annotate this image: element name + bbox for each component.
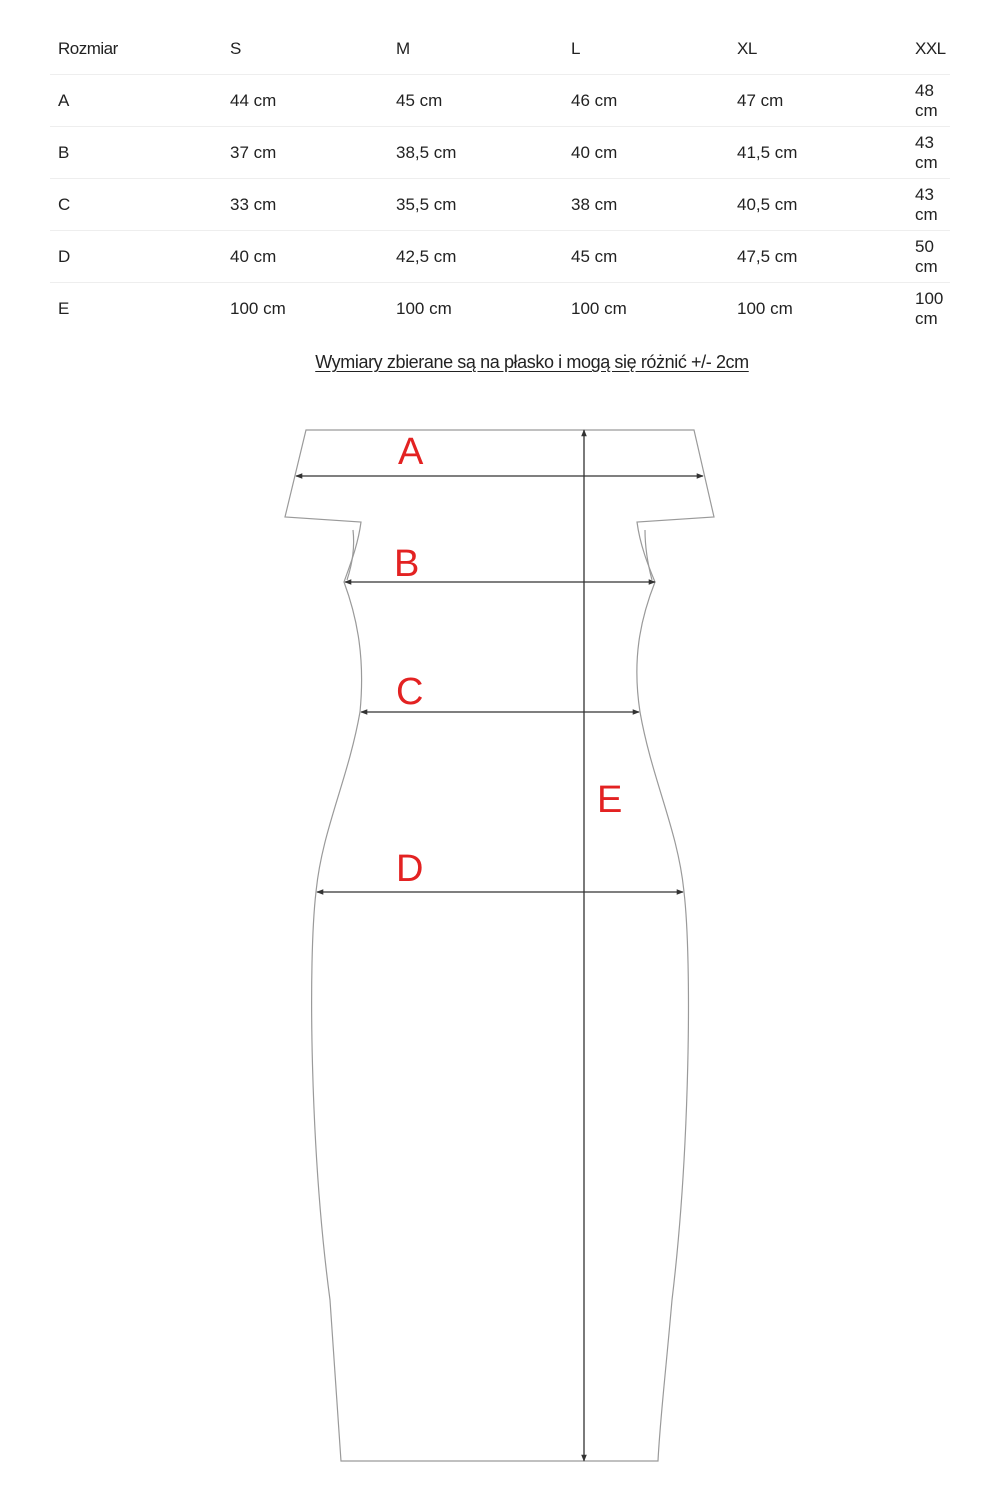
label-c: C: [396, 671, 424, 713]
dress-outline: [285, 430, 714, 1461]
table-cell: 38,5 cm: [388, 127, 563, 179]
table-cell: 45 cm: [388, 75, 563, 127]
table-cell: 42,5 cm: [388, 231, 563, 283]
table-cell: 47,5 cm: [729, 231, 907, 283]
table-header-row: [50, 24, 950, 75]
measurement-note-text: Wymiary zbierane są na płasko i mogą się różnić +/- 2cm: [315, 352, 749, 372]
label-d: D: [396, 848, 424, 890]
label-e: E: [597, 779, 623, 821]
table-row: [50, 231, 950, 283]
header-size-xxl: XXL: [915, 39, 946, 58]
table-cell: 48 cm: [907, 75, 950, 127]
dress-measurement-diagram: [0, 400, 1000, 1480]
table-cell: 43 cm: [907, 179, 950, 231]
table-row: [50, 283, 950, 335]
table-cell: 33 cm: [222, 179, 388, 231]
header-rozmiar: Rozmiar: [58, 39, 118, 58]
table-row: [50, 127, 950, 179]
measurement-note: [0, 352, 1000, 373]
table-cell: 35,5 cm: [388, 179, 563, 231]
table-cell: 100 cm: [388, 283, 563, 335]
size-table: [50, 24, 950, 334]
table-cell: 41,5 cm: [729, 127, 907, 179]
row-label: A: [50, 75, 222, 127]
table-cell: 45 cm: [563, 231, 729, 283]
table-cell: 47 cm: [729, 75, 907, 127]
label-b: B: [394, 543, 420, 585]
header-size-l: L: [571, 39, 580, 58]
row-label: B: [50, 127, 222, 179]
table-cell: 43 cm: [907, 127, 950, 179]
table-row: [50, 179, 950, 231]
table-cell: 40 cm: [563, 127, 729, 179]
table-cell: 44 cm: [222, 75, 388, 127]
row-label: D: [50, 231, 222, 283]
header-size-xl: XL: [737, 39, 757, 58]
table-cell: 38 cm: [563, 179, 729, 231]
table-cell: 40 cm: [222, 231, 388, 283]
table-cell: 50 cm: [907, 231, 950, 283]
header-size-s: S: [230, 39, 241, 58]
row-label: C: [50, 179, 222, 231]
table-cell: 37 cm: [222, 127, 388, 179]
table-cell: 100 cm: [563, 283, 729, 335]
row-label: E: [50, 283, 222, 335]
header-size-m: M: [396, 39, 410, 58]
table-cell: 40,5 cm: [729, 179, 907, 231]
table-cell: 100 cm: [729, 283, 907, 335]
table-cell: 100 cm: [907, 283, 950, 335]
table-row: [50, 75, 950, 127]
label-a: A: [398, 431, 424, 473]
table-cell: 46 cm: [563, 75, 729, 127]
table-cell: 100 cm: [222, 283, 388, 335]
